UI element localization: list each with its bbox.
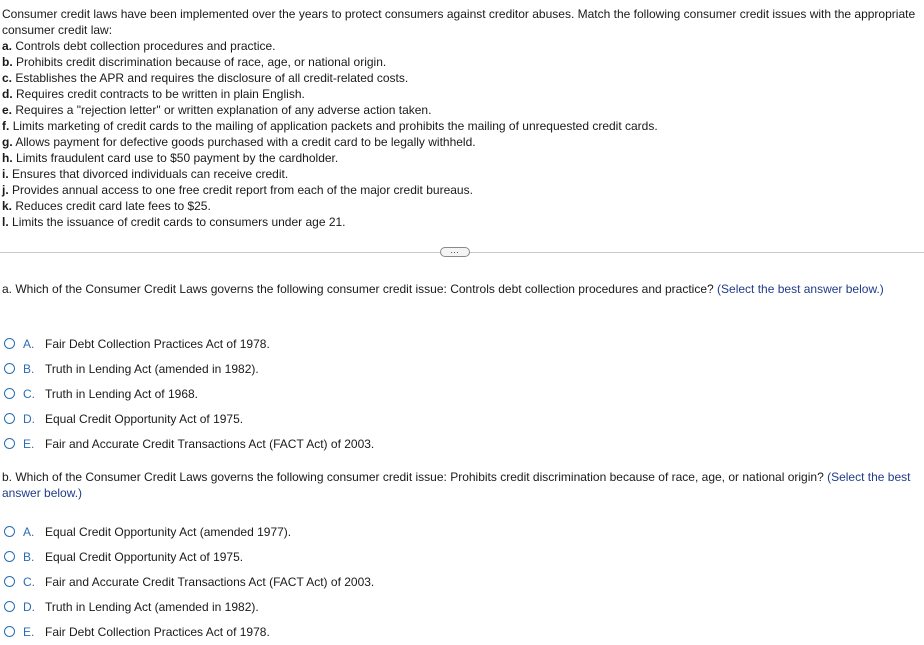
choice-letter: E. — [23, 436, 35, 451]
issue-item — [2, 38, 917, 54]
choice-text: Truth in Lending Act of 1968. — [45, 386, 198, 401]
question-b — [2, 469, 920, 501]
issue-letter: d. — [2, 87, 13, 101]
issue-letter: i. — [2, 167, 9, 181]
issue-text: Ensures that divorced individuals can receive credit. — [12, 167, 289, 181]
choice-letter: C. — [23, 386, 35, 401]
choice-option[interactable] — [4, 331, 374, 356]
choice-option[interactable] — [4, 619, 374, 644]
choice-text: Fair Debt Collection Practices Act of 1978. — [45, 336, 270, 351]
choice-text: Fair and Accurate Credit Transactions Act (FACT Act) of 2003. — [45, 574, 375, 589]
issue-text: Requires credit contracts to be written in plain English. — [16, 87, 305, 101]
issue-text: Limits marketing of credit cards to the mailing of application packets and prohibits the mailing of unrequested credit cards. — [12, 119, 658, 133]
question-hint: (Select the best answer below.) — [717, 282, 884, 296]
radio-button-icon[interactable] — [4, 551, 15, 562]
choice-text: Equal Credit Opportunity Act of 1975. — [45, 549, 244, 564]
choice-letter: E. — [23, 624, 35, 639]
issue-letter: c. — [2, 71, 13, 85]
ellipsis-icon: … — [450, 245, 460, 255]
issue-letter: g. — [2, 135, 13, 149]
choice-letter: B. — [23, 549, 35, 564]
question-hint: (Select the best answer below.) — [2, 470, 911, 500]
issue-letter: j. — [2, 183, 9, 197]
issue-item — [2, 214, 917, 230]
choice-letter: B. — [23, 361, 35, 376]
radio-button-icon[interactable] — [4, 363, 15, 374]
issue-text: Allows payment for defective goods purchased with a credit card to be legally withheld. — [15, 135, 476, 149]
choice-option[interactable] — [4, 406, 374, 431]
choice-option[interactable] — [4, 594, 374, 619]
question-a — [2, 281, 920, 297]
choice-option[interactable] — [4, 519, 374, 544]
issue-text: Controls debt collection procedures and practice. — [15, 39, 276, 53]
issue-letter: h. — [2, 151, 13, 165]
question-prompt — [2, 281, 920, 297]
intro-text: Consumer credit laws have been implemented over the years to protect consumers against creditor abuses. Match the following consumer credit issues with the appropriate consumer credit law: — [2, 7, 916, 37]
issue-text: Limits fraudulent card use to $50 payment by the cardholder. — [16, 151, 339, 165]
radio-button-icon[interactable] — [4, 526, 15, 537]
issue-item — [2, 166, 917, 182]
choice-text: Equal Credit Opportunity Act (amended 1977). — [45, 524, 292, 539]
issue-item — [2, 118, 917, 134]
radio-button-icon[interactable] — [4, 338, 15, 349]
choice-text: Truth in Lending Act (amended in 1982). — [45, 599, 259, 614]
choice-letter: D. — [23, 411, 35, 426]
choice-option[interactable] — [4, 381, 374, 406]
issue-text: Reduces credit card late fees to $25. — [15, 199, 211, 213]
issue-letter: a. — [2, 39, 13, 53]
issue-item — [2, 134, 917, 150]
issue-text: Establishes the APR and requires the disclosure of all credit-related costs. — [15, 71, 409, 85]
radio-button-icon[interactable] — [4, 601, 15, 612]
issue-item — [2, 182, 917, 198]
issue-item — [2, 150, 917, 166]
issue-letter: e. — [2, 103, 13, 117]
choice-option[interactable] — [4, 431, 374, 456]
choice-text: Equal Credit Opportunity Act of 1975. — [45, 411, 244, 426]
issue-text: Provides annual access to one free credit report from each of the major credit bureaus. — [12, 183, 473, 197]
issue-item — [2, 86, 917, 102]
radio-button-icon[interactable] — [4, 388, 15, 399]
issue-list — [2, 38, 917, 230]
choice-text: Truth in Lending Act (amended in 1982). — [45, 361, 259, 376]
radio-button-icon[interactable] — [4, 626, 15, 637]
radio-button-icon[interactable] — [4, 576, 15, 587]
choice-text: Fair Debt Collection Practices Act of 1978. — [45, 624, 270, 639]
choice-list-a — [4, 331, 374, 456]
radio-button-icon[interactable] — [4, 438, 15, 449]
issue-letter: l. — [2, 215, 9, 229]
issue-letter: f. — [2, 119, 10, 133]
question-prompt — [2, 469, 920, 501]
choice-text: Fair and Accurate Credit Transactions Act (FACT Act) of 2003. — [45, 436, 375, 451]
intro-section — [2, 6, 917, 230]
issue-text: Requires a "rejection letter" or written explanation of any adverse action taken. — [15, 103, 432, 117]
issue-item — [2, 70, 917, 86]
issue-item — [2, 102, 917, 118]
issue-letter: b. — [2, 55, 13, 69]
issue-item — [2, 54, 917, 70]
choice-list-b — [4, 519, 374, 644]
choice-letter: D. — [23, 599, 35, 614]
question-text: a. Which of the Consumer Credit Laws governs the following consumer credit issue: Controls debt collection procedures and practice? — [2, 282, 714, 296]
radio-button-icon[interactable] — [4, 413, 15, 424]
choice-letter: A. — [23, 336, 35, 351]
choice-letter: C. — [23, 574, 35, 589]
issue-item — [2, 198, 917, 214]
expand-button[interactable] — [440, 247, 470, 257]
choice-option[interactable] — [4, 544, 374, 569]
choice-option[interactable] — [4, 569, 374, 594]
choice-letter: A. — [23, 524, 35, 539]
question-text: b. Which of the Consumer Credit Laws governs the following consumer credit issue: Prohibits credit discrimination because of race, age, or national origin? — [2, 470, 824, 484]
choice-option[interactable] — [4, 356, 374, 381]
issue-text: Limits the issuance of credit cards to consumers under age 21. — [12, 215, 346, 229]
issue-text: Prohibits credit discrimination because of race, age, or national origin. — [16, 55, 387, 69]
issue-letter: k. — [2, 199, 13, 213]
